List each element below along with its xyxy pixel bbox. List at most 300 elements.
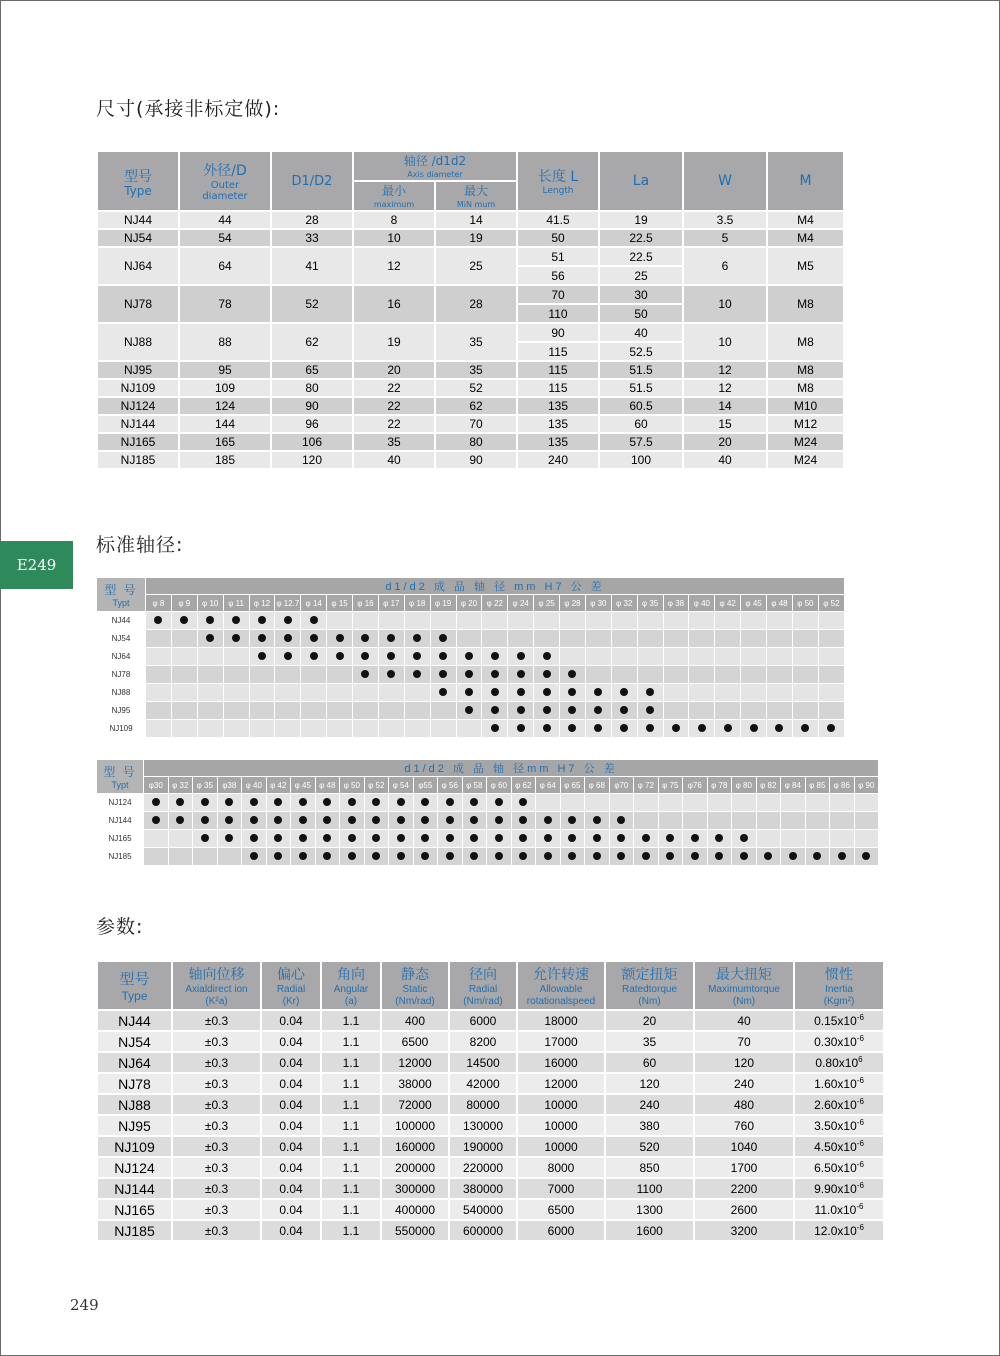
availability-dot (517, 706, 525, 714)
dims-cell: 185 (179, 451, 271, 469)
dims-cell: NJ95 (97, 361, 179, 379)
shaft-cell (291, 794, 316, 812)
shaft-cell (197, 648, 223, 666)
shaft-cell (689, 720, 715, 738)
inertia-cell: $6.50x10^{-6}$ (794, 1157, 884, 1178)
header-min: 最小 maximum (353, 181, 435, 211)
shaft-cell (741, 630, 767, 648)
availability-dot (517, 652, 525, 660)
dims-cell: 110 (517, 304, 599, 323)
params-header: 最大扭矩 Maximumtorque (Nm) (694, 961, 794, 1010)
availability-dot (299, 852, 307, 860)
shaft-cell (508, 720, 534, 738)
params-cell: ±0.3 (172, 1199, 261, 1220)
availability-dot (519, 798, 527, 806)
shaft-cell (315, 848, 340, 866)
shaft-cell (689, 684, 715, 702)
availability-dot (387, 670, 395, 678)
dims-cell: 19 (435, 229, 517, 247)
availability-dot (470, 852, 478, 860)
shaft-cell (482, 612, 508, 630)
shaft-cell (715, 630, 741, 648)
shaft-cell (609, 830, 634, 848)
params-cell: ±0.3 (172, 1136, 261, 1157)
dims-cell: 41 (271, 247, 353, 285)
shaft-cell (560, 812, 585, 830)
shaft-size-header: φ 50 (340, 777, 365, 794)
shaft-cell (756, 830, 781, 848)
shaft-cell (315, 830, 340, 848)
dims-cell: 115 (517, 379, 599, 397)
availability-dot (258, 652, 266, 660)
shaft-cell (301, 648, 327, 666)
params-cell: 1.1 (321, 1136, 381, 1157)
shaft-cell (585, 612, 611, 630)
dims-cell: 22 (353, 379, 435, 397)
availability-dot (446, 798, 454, 806)
shaft-cell (223, 684, 249, 702)
shaft-cell (168, 848, 193, 866)
shaft-cell (404, 684, 430, 702)
shaft-cell (805, 794, 830, 812)
shaft-cell (353, 648, 379, 666)
shaft-cell (508, 666, 534, 684)
dims-cell: 165 (179, 433, 271, 451)
availability-dot (250, 816, 258, 824)
params-cell: 400000 (381, 1199, 449, 1220)
shaft-cell (291, 812, 316, 830)
shaft-cell (171, 648, 197, 666)
dims-cell: 120 (271, 451, 353, 469)
shaft-cell (689, 702, 715, 720)
dims-cell: 60.5 (599, 397, 683, 415)
shaft-cell (534, 612, 560, 630)
shaft-cell (560, 848, 585, 866)
shaft-cell (315, 794, 340, 812)
shaft-cell (611, 666, 637, 684)
shaft-cell (144, 848, 169, 866)
shaft-size-header: φ 20 (456, 595, 482, 612)
availability-dot (421, 852, 429, 860)
availability-dot (421, 816, 429, 824)
params-cell: NJ109 (97, 1136, 172, 1157)
shaft-size-header: φ 42 (266, 777, 291, 794)
shaft-cell (508, 630, 534, 648)
shaft-cell (634, 848, 659, 866)
shaft-cell (275, 702, 301, 720)
shaft-cell (438, 812, 463, 830)
availability-dot (620, 724, 628, 732)
dims-cell: 95 (179, 361, 271, 379)
availability-dot (336, 634, 344, 642)
shaft-cell (707, 848, 732, 866)
params-cell: 0.04 (261, 1010, 321, 1031)
dims-cell: 135 (517, 433, 599, 451)
shaft-cell (534, 720, 560, 738)
dims-cell: 20 (353, 361, 435, 379)
shaft-cell (634, 830, 659, 848)
shaft-cell (223, 666, 249, 684)
params-cell: 200000 (381, 1157, 449, 1178)
shaft-cell (767, 648, 793, 666)
dims-cell: 50 (599, 304, 683, 323)
shaft-row-type: NJ78 (97, 666, 146, 684)
availability-dot (594, 688, 602, 696)
shaft-cell (658, 830, 683, 848)
availability-dot (201, 798, 209, 806)
shaft-cell (634, 812, 659, 830)
shaft-cell (663, 648, 689, 666)
params-cell: NJ88 (97, 1094, 172, 1115)
params-cell: 1.1 (321, 1220, 381, 1241)
availability-dot (232, 616, 240, 624)
shaft-cell (315, 812, 340, 830)
shaft-size-header: φ 62 (511, 777, 536, 794)
shaft-cell (585, 720, 611, 738)
availability-dot (258, 616, 266, 624)
params-cell: 42000 (449, 1073, 517, 1094)
shaft-cell (715, 702, 741, 720)
shaft-cell (197, 720, 223, 738)
shaft-cell (818, 612, 844, 630)
availability-dot (323, 852, 331, 860)
params-cell: 1.1 (321, 1052, 381, 1073)
shaft-cell (266, 830, 291, 848)
shaft-cell (756, 848, 781, 866)
params-cell: 120 (605, 1073, 694, 1094)
shaft-size-header: φ 48 (767, 595, 793, 612)
shaft-cell (534, 630, 560, 648)
shaft-cell (585, 630, 611, 648)
inertia-cell: $11.0x10^{-6}$ (794, 1199, 884, 1220)
shaft-cell (171, 666, 197, 684)
availability-dot (372, 816, 380, 824)
dims-cell: 51.5 (599, 379, 683, 397)
availability-dot (813, 852, 821, 860)
shaft-size-header: φ 48 (315, 777, 340, 794)
shaft-size-header: φ 85 (805, 777, 830, 794)
shaft-row-type: NJ88 (97, 684, 146, 702)
shaft-size-header: φ 30 (585, 595, 611, 612)
availability-dot (519, 816, 527, 824)
shaft-cell (741, 666, 767, 684)
params-header: 惯性 Inertia (Kgm²) (794, 961, 884, 1010)
availability-dot (764, 852, 772, 860)
shaft-cell (611, 648, 637, 666)
availability-dot (348, 834, 356, 842)
shaft-cell (171, 720, 197, 738)
shaft-table-2 (96, 759, 879, 866)
params-cell: NJ64 (97, 1052, 172, 1073)
params-cell: NJ54 (97, 1031, 172, 1052)
shaft-cell (585, 794, 610, 812)
availability-dot (568, 706, 576, 714)
availability-dot (180, 616, 188, 624)
dims-cell: NJ144 (97, 415, 179, 433)
dims-cell: 10 (353, 229, 435, 247)
inertia-cell: $4.50x10^{-6}$ (794, 1136, 884, 1157)
params-cell: 16000 (517, 1052, 605, 1073)
dims-cell: 22.5 (599, 247, 683, 266)
shaft-cell (275, 630, 301, 648)
shaft-cell (830, 794, 855, 812)
header-outer: 外径/D Outer diameter (179, 151, 271, 211)
availability-dot (446, 816, 454, 824)
availability-dot (491, 652, 499, 660)
header-max: 最大 MiN mum (435, 181, 517, 211)
shaft-cell (818, 684, 844, 702)
availability-dot (691, 852, 699, 860)
params-cell: 1.1 (321, 1178, 381, 1199)
shaft-cell (378, 684, 404, 702)
shaft-cell (534, 666, 560, 684)
shaft-cell (301, 720, 327, 738)
shaft-cell (767, 702, 793, 720)
type-header: 型 号 Typt (97, 578, 146, 612)
shaft-cell (683, 812, 708, 830)
dims-cell: 96 (271, 415, 353, 433)
shaft-cell (511, 848, 536, 866)
dims-cell: NJ109 (97, 379, 179, 397)
params-cell: 0.04 (261, 1136, 321, 1157)
shaft-cell (430, 684, 456, 702)
dims-cell: 15 (683, 415, 767, 433)
availability-dot (152, 798, 160, 806)
shaft-row (97, 666, 845, 684)
shaft-cell (854, 812, 879, 830)
shaft-cell (275, 684, 301, 702)
shaft-size-header: φ 58 (462, 777, 487, 794)
params-cell: 35 (605, 1031, 694, 1052)
shaft-cell (482, 630, 508, 648)
shaft-size-header: φ 65 (560, 777, 585, 794)
availability-dot (310, 652, 318, 660)
shaft-cell (364, 794, 389, 812)
params-cell: 0.04 (261, 1199, 321, 1220)
dims-cell: M24 (767, 433, 844, 451)
shaft-cell (487, 848, 512, 866)
shaft-size-header: φ 54 (389, 777, 414, 794)
params-header: 型号 Type (97, 961, 172, 1010)
shaft-cell (534, 702, 560, 720)
dims-cell: 50 (517, 229, 599, 247)
availability-dot (775, 724, 783, 732)
params-cell: 2200 (694, 1178, 794, 1199)
dims-cell: 25 (599, 266, 683, 285)
shaft-cell (364, 812, 389, 830)
dims-cell: 28 (271, 211, 353, 229)
availability-dot (201, 816, 209, 824)
availability-dot (801, 724, 809, 732)
availability-dot (446, 834, 454, 842)
shaft-cell (534, 684, 560, 702)
shaft-cell (364, 830, 389, 848)
dims-cell: 64 (179, 247, 271, 285)
dims-cell: 12 (683, 361, 767, 379)
dims-cell: 51 (517, 247, 599, 266)
params-cell: 18000 (517, 1010, 605, 1031)
params-cell: 240 (694, 1073, 794, 1094)
shaft-cell (560, 794, 585, 812)
shaft-cell (353, 702, 379, 720)
availability-dot (387, 652, 395, 660)
availability-dot (491, 670, 499, 678)
dims-cell: 51.5 (599, 361, 683, 379)
shaft-cell (611, 684, 637, 702)
availability-dot (348, 798, 356, 806)
shaft-size-header: φ30 (144, 777, 169, 794)
shaft-cell (663, 630, 689, 648)
dims-cell: 80 (271, 379, 353, 397)
header-axis: 轴径 /d1d2 Axis diameter (353, 151, 517, 181)
dims-cell: 106 (271, 433, 353, 451)
shaft-size-header: φ 14 (301, 595, 327, 612)
availability-dot (372, 852, 380, 860)
shaft-cell (767, 720, 793, 738)
shaft-cell (611, 612, 637, 630)
params-cell: NJ95 (97, 1115, 172, 1136)
shaft-row (97, 684, 845, 702)
availability-dot (465, 652, 473, 660)
shaft-cell (146, 648, 172, 666)
shaft-cell (353, 720, 379, 738)
shaft-cell (534, 648, 560, 666)
dims-cell: 22 (353, 415, 435, 433)
shaft-cell (193, 794, 218, 812)
dims-cell: 90 (517, 323, 599, 342)
shaft-cell (741, 702, 767, 720)
shaft-cell (585, 830, 610, 848)
params-cell: 1600 (605, 1220, 694, 1241)
availability-dot (250, 852, 258, 860)
availability-dot (225, 834, 233, 842)
availability-dot (593, 816, 601, 824)
params-cell: 240 (605, 1094, 694, 1115)
params-cell: 12000 (381, 1052, 449, 1073)
availability-dot (439, 652, 447, 660)
dims-cell: 135 (517, 397, 599, 415)
availability-dot (284, 634, 292, 642)
dims-row (97, 361, 844, 379)
shaft-cell (340, 812, 365, 830)
shaft-cell (767, 630, 793, 648)
shaft-cell (767, 666, 793, 684)
shaft-cell (404, 612, 430, 630)
dims-row (97, 397, 844, 415)
dims-cell: 70 (517, 285, 599, 304)
shaft-cell (663, 684, 689, 702)
dims-cell: 30 (599, 285, 683, 304)
dims-cell: M8 (767, 285, 844, 323)
availability-dot (397, 852, 405, 860)
availability-dot (413, 634, 421, 642)
shaft-cell (482, 684, 508, 702)
params-cell: 550000 (381, 1220, 449, 1241)
dims-cell: M5 (767, 247, 844, 285)
shaft-cell (353, 630, 379, 648)
header-m: M (767, 151, 844, 211)
shaft-cell (663, 720, 689, 738)
shaft-cell (707, 812, 732, 830)
shaft-cell (378, 720, 404, 738)
shaft-size-header: φ 86 (830, 777, 855, 794)
shaft-size-header: φ 40 (242, 777, 267, 794)
shaft-size-header: φ 8 (146, 595, 172, 612)
availability-dot (789, 852, 797, 860)
shaft-cell (637, 684, 663, 702)
shaft-cell (683, 830, 708, 848)
shaft-cell (830, 848, 855, 866)
shaft-cell (637, 702, 663, 720)
params-cell: 6000 (449, 1010, 517, 1031)
availability-dot (740, 852, 748, 860)
inertia-cell: $9.90x10^{-6}$ (794, 1178, 884, 1199)
shaft-cell (456, 702, 482, 720)
shaft-size-header: φ 19 (430, 595, 456, 612)
shaft-size-header: φ 84 (781, 777, 806, 794)
dims-cell: 44 (179, 211, 271, 229)
availability-dot (397, 834, 405, 842)
shaft-cell (792, 612, 818, 630)
availability-dot (642, 852, 650, 860)
shaft-cell (413, 794, 438, 812)
inertia-cell: $12.0x10^{-6}$ (794, 1220, 884, 1241)
dims-cell: 41.5 (517, 211, 599, 229)
shaft-row (97, 648, 845, 666)
dims-row (97, 323, 844, 342)
shaft-size-header: φ 17 (378, 595, 404, 612)
shaft-cell (168, 794, 193, 812)
availability-dot (568, 724, 576, 732)
availability-dot (495, 816, 503, 824)
shaft-cell (585, 648, 611, 666)
shaft-size-header: φ 38 (663, 595, 689, 612)
params-cell: NJ165 (97, 1199, 172, 1220)
params-cell: 8200 (449, 1031, 517, 1052)
shaft-cell (456, 612, 482, 630)
params-cell: 38000 (381, 1073, 449, 1094)
dims-cell: 124 (179, 397, 271, 415)
params-cell: 300000 (381, 1178, 449, 1199)
availability-dot (543, 670, 551, 678)
shaft-cell (637, 666, 663, 684)
shaft-cell (301, 684, 327, 702)
shaft-cell (430, 648, 456, 666)
availability-dot (274, 834, 282, 842)
shaft-cell (767, 612, 793, 630)
availability-dot (568, 852, 576, 860)
shaft-size-header: φ 42 (715, 595, 741, 612)
shaft-cell (508, 612, 534, 630)
shaft-cell (353, 612, 379, 630)
availability-dot (517, 724, 525, 732)
params-cell: 10000 (517, 1094, 605, 1115)
availability-dot (642, 834, 650, 842)
params-row (97, 1115, 884, 1136)
shaft-size-header: φ 56 (438, 777, 463, 794)
shaft-row (97, 720, 845, 738)
shaft-cell (560, 702, 586, 720)
params-cell: 850 (605, 1157, 694, 1178)
shaft-size-header: φ 12.7 (275, 595, 301, 612)
availability-dot (348, 816, 356, 824)
shaft-row-type: NJ165 (97, 830, 144, 848)
shaft-cell (266, 812, 291, 830)
shaft-cell (781, 812, 806, 830)
dims-cell: M8 (767, 361, 844, 379)
shaft-cell (792, 630, 818, 648)
header-d1d2: D1/D2 (271, 151, 353, 211)
